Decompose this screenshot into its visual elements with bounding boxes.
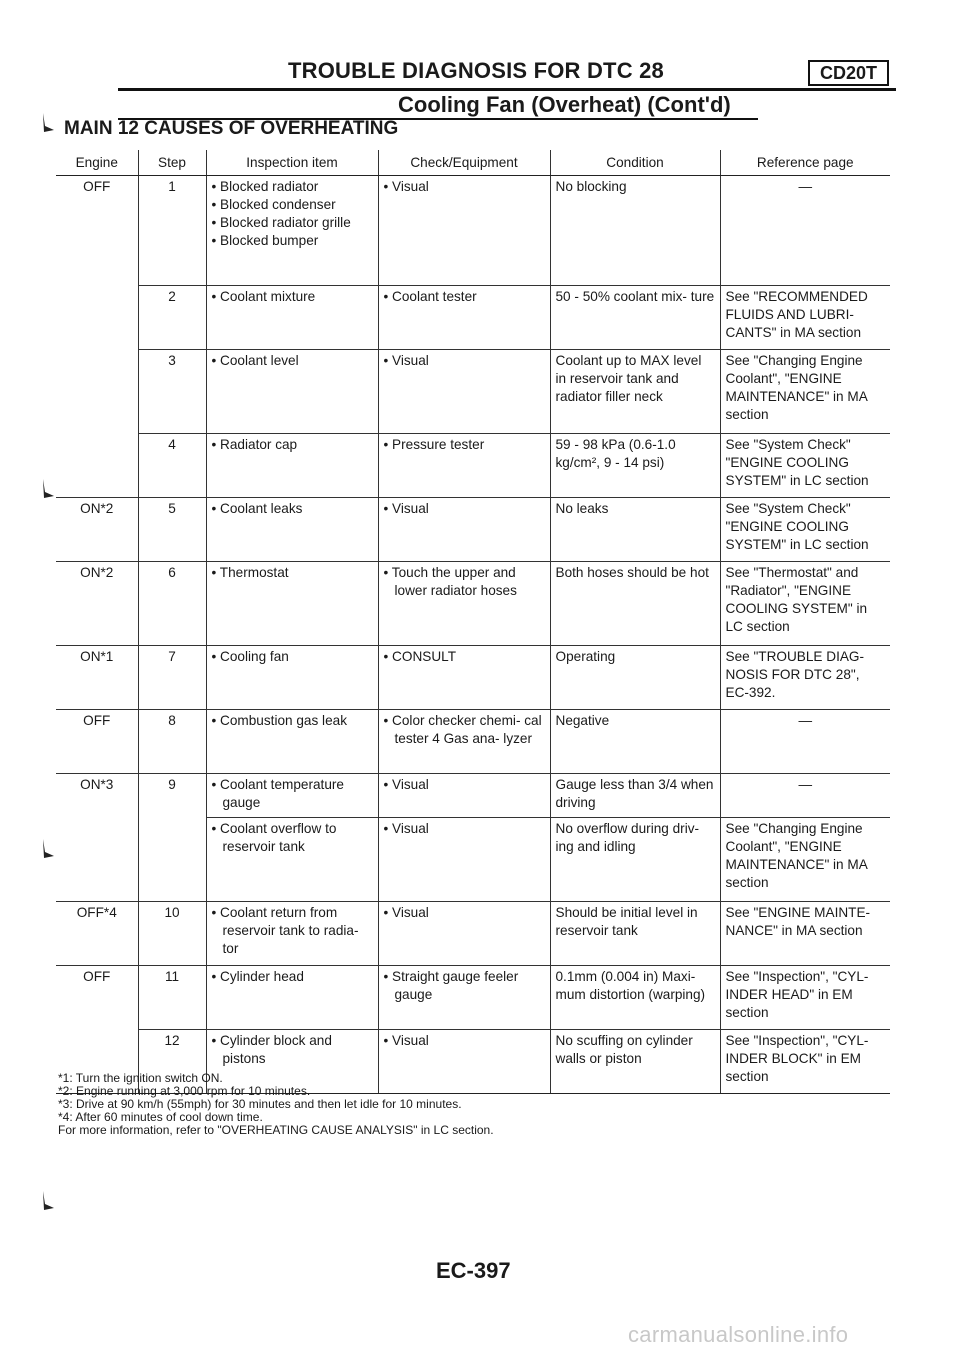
check-cell: • Pressure tester <box>378 434 550 498</box>
inspection-cell: • Blocked radiator • Blocked condenser • Blocked radiator grille • Blocked bumper <box>206 176 378 286</box>
engine-cell: ON*2 <box>56 562 138 646</box>
condition-cell: 0.1mm (0.004 in) Maxi- mum distortion (warping) <box>550 966 720 1030</box>
engine-cell: OFF <box>56 966 138 1030</box>
overheating-causes-table <box>56 150 890 1094</box>
reference-cell: See "Inspection", "CYL- INDER HEAD" in EM section <box>720 966 890 1030</box>
check-cell: • Visual <box>378 1030 550 1094</box>
reference-cell: — <box>720 710 890 774</box>
inspection-cell: • Radiator cap <box>206 434 378 498</box>
reference-cell: See "System Check" "ENGINE COOLING SYSTEM" in LC section <box>720 498 890 562</box>
inspection-cell: • Coolant level <box>206 350 378 434</box>
column-header: Step <box>138 150 206 176</box>
check-cell: • Straight gauge feeler gauge <box>378 966 550 1030</box>
condition-cell: No scuffing on cylinder walls or piston <box>550 1030 720 1094</box>
engine-cell: ON*1 <box>56 646 138 710</box>
inspection-cell: • Combustion gas leak <box>206 710 378 774</box>
check-cell: • CONSULT <box>378 646 550 710</box>
footnotes <box>58 1072 494 1137</box>
column-header: Condition <box>550 150 720 176</box>
engine-cell <box>56 350 138 434</box>
condition-cell: 50 - 50% coolant mix- ture <box>550 286 720 350</box>
footnote: *2: Engine running at 3,000 rpm for 10 minutes. <box>58 1084 311 1098</box>
table-row <box>56 350 890 434</box>
column-header: Engine <box>56 150 138 176</box>
inspection-cell: • Cooling fan <box>206 646 378 710</box>
table-row <box>56 710 890 774</box>
header-rule <box>118 88 896 91</box>
step-cell: 12 <box>138 1030 206 1094</box>
engine-cell <box>56 434 138 498</box>
footnote: *1: Turn the ignition switch ON. <box>58 1071 223 1085</box>
condition-cell: Gauge less than 3/4 when driving <box>550 774 720 818</box>
reference-cell: See "System Check" "ENGINE COOLING SYSTEM" in LC section <box>720 434 890 498</box>
step-cell: 8 <box>138 710 206 774</box>
reference-cell: — <box>720 774 890 818</box>
condition-cell: Operating <box>550 646 720 710</box>
inspection-cell: • Coolant leaks <box>206 498 378 562</box>
condition-cell: Should be initial level in reservoir tank <box>550 902 720 966</box>
footnote: *4: After 60 minutes of cool down time. <box>58 1110 263 1124</box>
column-header: Inspection item <box>206 150 378 176</box>
step-cell: 1 <box>138 176 206 286</box>
engine-cell <box>56 818 138 902</box>
reference-cell: See "TROUBLE DIAG- NOSIS FOR DTC 28", EC-392. <box>720 646 890 710</box>
binding-mark-icon <box>40 112 58 134</box>
check-cell: • Visual <box>378 350 550 434</box>
condition-cell: No leaks <box>550 498 720 562</box>
table-row <box>56 498 890 562</box>
inspection-cell: • Coolant mixture <box>206 286 378 350</box>
condition-cell: Negative <box>550 710 720 774</box>
page-number: EC-397 <box>436 1258 511 1283</box>
step-cell: 11 <box>138 966 206 1030</box>
engine-cell: ON*3 <box>56 774 138 818</box>
reference-cell: See "ENGINE MAINTE- NANCE" in MA section <box>720 902 890 966</box>
reference-cell: — <box>720 176 890 286</box>
check-cell: • Visual <box>378 818 550 902</box>
model-badge: CD20T <box>808 60 889 86</box>
step-cell: 10 <box>138 902 206 966</box>
check-cell: • Visual <box>378 774 550 818</box>
check-cell: • Visual <box>378 498 550 562</box>
reference-cell: See "Inspection", "CYL- INDER BLOCK" in EM section <box>720 1030 890 1094</box>
step-cell: 9 <box>138 774 206 818</box>
engine-cell: OFF*4 <box>56 902 138 966</box>
inspection-cell: • Cylinder block and pistons <box>206 1030 378 1094</box>
inspection-cell: • Coolant temperature gauge <box>206 774 378 818</box>
table-row <box>56 818 890 902</box>
page-header-title: TROUBLE DIAGNOSIS FOR DTC 28 <box>288 58 664 83</box>
step-cell: 7 <box>138 646 206 710</box>
check-cell: • Visual <box>378 902 550 966</box>
table-row <box>56 434 890 498</box>
check-cell: • Color checker chemi- cal tester 4 Gas ana- lyzer <box>378 710 550 774</box>
step-cell: 4 <box>138 434 206 498</box>
engine-cell: OFF <box>56 710 138 774</box>
inspection-cell: • Coolant overflow to reservoir tank <box>206 818 378 902</box>
footnote: For more information, refer to "OVERHEATING CAUSE ANALYSIS" in LC section. <box>58 1123 494 1137</box>
table-row <box>56 966 890 1030</box>
check-cell: • Visual <box>378 176 550 286</box>
reference-cell: See "RECOMMENDED FLUIDS AND LUBRI- CANTS" in MA section <box>720 286 890 350</box>
reference-cell: See "Thermostat" and "Radiator", "ENGINE COOLING SYSTEM" in LC section <box>720 562 890 646</box>
check-cell: • Coolant tester <box>378 286 550 350</box>
table-row <box>56 176 890 286</box>
condition-cell: 59 - 98 kPa (0.6-1.0 kg/cm², 9 - 14 psi) <box>550 434 720 498</box>
table-row <box>56 774 890 818</box>
table-row <box>56 286 890 350</box>
condition-cell: Coolant up to MAX level in reservoir tank and radiator filler neck <box>550 350 720 434</box>
table-row <box>56 646 890 710</box>
section-heading: MAIN 12 CAUSES OF OVERHEATING <box>64 118 399 139</box>
table-row <box>56 902 890 966</box>
inspection-cell: • Coolant return from reservoir tank to radia- tor <box>206 902 378 966</box>
condition-cell: No overflow during driv- ing and idling <box>550 818 720 902</box>
step-cell: 5 <box>138 498 206 562</box>
condition-cell: Both hoses should be hot <box>550 562 720 646</box>
binding-mark-icon <box>40 1190 58 1212</box>
inspection-cell: • Thermostat <box>206 562 378 646</box>
check-cell: • Touch the upper and lower radiator hoses <box>378 562 550 646</box>
step-cell: 6 <box>138 562 206 646</box>
table-header-row <box>56 150 890 176</box>
table-row <box>56 562 890 646</box>
reference-cell: See "Changing Engine Coolant", "ENGINE MAINTENANCE" in MA section <box>720 818 890 902</box>
inspection-cell: • Cylinder head <box>206 966 378 1030</box>
engine-cell: ON*2 <box>56 498 138 562</box>
column-header: Check/Equipment <box>378 150 550 176</box>
reference-cell: See "Changing Engine Coolant", "ENGINE MAINTENANCE" in MA section <box>720 350 890 434</box>
engine-cell: OFF <box>83 179 111 194</box>
engine-cell <box>56 286 138 350</box>
page-subtitle: Cooling Fan (Overheat) (Cont'd) <box>398 92 731 117</box>
step-cell <box>138 818 206 902</box>
column-header: Reference page <box>720 150 890 176</box>
watermark-text: carmanualsonline.info <box>628 1322 849 1347</box>
condition-cell: No blocking <box>550 176 720 286</box>
footnote: *3: Drive at 90 km/h (55mph) for 30 minutes and then let idle for 10 minutes. <box>58 1097 462 1111</box>
step-cell: 2 <box>138 286 206 350</box>
step-cell: 3 <box>138 350 206 434</box>
